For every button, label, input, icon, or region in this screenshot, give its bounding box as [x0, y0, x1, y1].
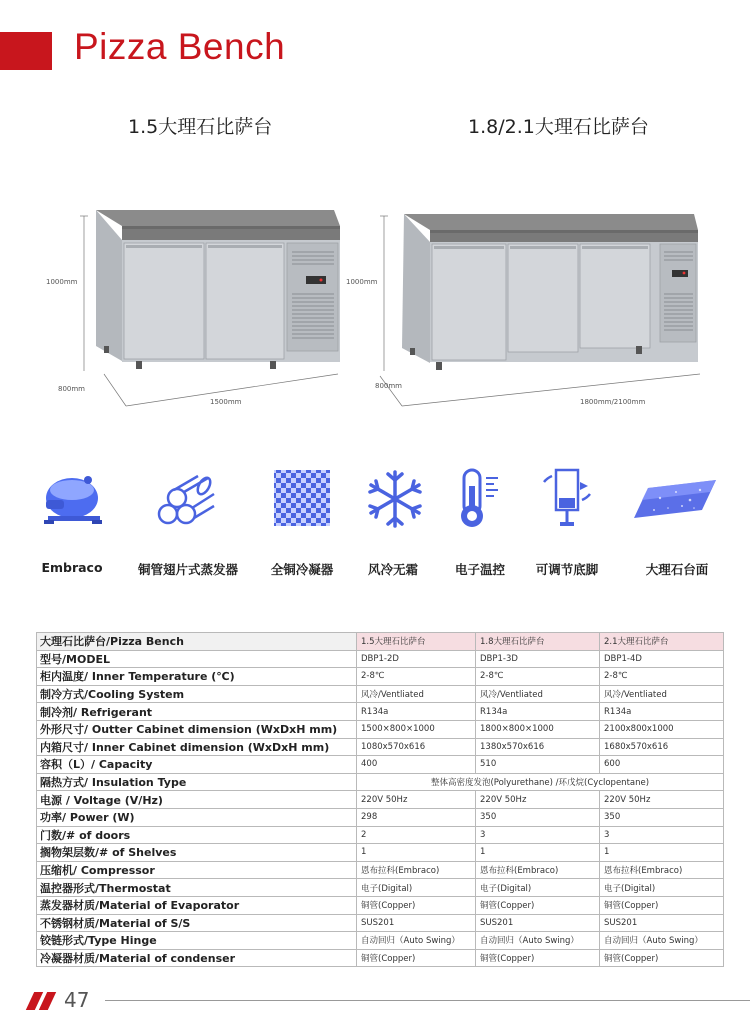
feature-label-adjustable-feet: 可调节底脚	[535, 562, 599, 577]
spec-cell: 2-8℃	[600, 668, 724, 686]
height-dimension-2: 1000mm	[346, 278, 378, 286]
spec-cell: 电子(Digital)	[357, 879, 476, 897]
spec-row-label: 内箱尺寸/ Inner Cabinet dimension (WxDxH mm)	[37, 738, 357, 756]
spec-row-label: 搁物架层数/# of Shelves	[37, 844, 357, 862]
pizza-bench-1-image	[44, 196, 344, 411]
spec-row	[37, 668, 724, 686]
spec-row-label: 冷凝器材质/Material of condenser	[37, 949, 357, 967]
spec-row-label: 电源 / Voltage (V/Hz)	[37, 791, 357, 809]
spec-cell: 自动回归（Auto Swing）	[600, 932, 724, 950]
spec-cell: 350	[476, 808, 600, 826]
spec-cell: 220V 50Hz	[600, 791, 724, 809]
spec-row	[37, 896, 724, 914]
spec-cell: 铜管(Copper)	[600, 896, 724, 914]
spec-cell: DBP1-3D	[476, 650, 600, 668]
spec-cell: 铜管(Copper)	[476, 949, 600, 967]
spec-row-label: 铰链形式/Type Hinge	[37, 932, 357, 950]
spec-row-label: 蒸发器材质/Material of Evaporator	[37, 896, 357, 914]
spec-cell: 1500×800×1000	[357, 720, 476, 738]
spec-row	[37, 808, 724, 826]
condenser-grid-icon	[266, 468, 336, 530]
spec-row	[37, 949, 724, 967]
spec-cell: 2-8℃	[357, 668, 476, 686]
spec-cell: 400	[357, 756, 476, 774]
spec-cell: 1380x570x616	[476, 738, 600, 756]
spec-cell: 铜管(Copper)	[357, 896, 476, 914]
spec-cell: 风冷/Ventliated	[600, 685, 724, 703]
footer-divider	[105, 1000, 750, 1001]
spec-cell: 铜管(Copper)	[476, 896, 600, 914]
spec-row-label: 柜内温度/ Inner Temperature (℃)	[37, 668, 357, 686]
spec-row	[37, 738, 724, 756]
spec-row	[37, 879, 724, 897]
spec-cell: 2100x800x1000	[600, 720, 724, 738]
spec-cell: 自动回归（Auto Swing）	[476, 932, 600, 950]
spec-cell: 风冷/Ventliated	[476, 685, 600, 703]
product-1-subtitle: 1.5大理石比萨台	[128, 116, 273, 138]
spec-row	[37, 861, 724, 879]
spec-cell: R134a	[476, 703, 600, 721]
title-accent-bar	[0, 32, 52, 70]
spec-cell: 电子(Digital)	[476, 879, 600, 897]
feature-label-marble-top: 大理石台面	[645, 562, 709, 577]
spec-row	[37, 932, 724, 950]
spec-row	[37, 844, 724, 862]
adjustable-foot-icon	[532, 468, 602, 530]
spec-table	[36, 632, 724, 967]
spec-row-label: 功率/ Power (W)	[37, 808, 357, 826]
spec-cell: DBP1-2D	[357, 650, 476, 668]
spec-cell: 1080x570x616	[357, 738, 476, 756]
spec-header-row	[37, 633, 724, 651]
spec-row-label: 制冷剂/ Refrigerant	[37, 703, 357, 721]
feature-label-condenser: 全铜冷凝器	[270, 562, 334, 577]
depth-dimension-1: 800mm	[58, 385, 85, 393]
spec-cell: 220V 50Hz	[357, 791, 476, 809]
spec-cell: 1680x570x616	[600, 738, 724, 756]
marble-top-icon	[630, 468, 720, 530]
product-2-subtitle: 1.8/2.1大理石比萨台	[468, 116, 649, 138]
spec-row	[37, 773, 724, 791]
spec-cell: 1	[476, 844, 600, 862]
compressor-icon	[38, 468, 108, 530]
copper-tube-icon	[152, 468, 222, 530]
spec-cell: 220V 50Hz	[476, 791, 600, 809]
spec-row-label: 型号/MODEL	[37, 650, 357, 668]
spec-cell: 1.5大理石比萨台	[357, 633, 476, 651]
thermometer-icon	[446, 468, 516, 530]
spec-cell: 350	[600, 808, 724, 826]
spec-cell: 1800×800×1000	[476, 720, 600, 738]
spec-row	[37, 914, 724, 932]
spec-cell: 恩布拉科(Embraco)	[357, 861, 476, 879]
spec-row	[37, 650, 724, 668]
spec-cell: 2.1大理石比萨台	[600, 633, 724, 651]
spec-cell: 1	[357, 844, 476, 862]
spec-row-label: 隔热方式/ Insulation Type	[37, 773, 357, 791]
spec-cell: R134a	[600, 703, 724, 721]
spec-row-label: 温控器形式/Thermostat	[37, 879, 357, 897]
spec-cell: 1	[600, 844, 724, 862]
feature-label-evaporator: 铜管翅片式蒸发器	[138, 562, 239, 577]
snowflake-icon	[360, 468, 430, 530]
spec-row-label: 外形尺寸/ Outter Cabinet dimension (WxDxH mm)	[37, 720, 357, 738]
spec-row	[37, 703, 724, 721]
spec-cell: 铜管(Copper)	[357, 949, 476, 967]
page-number: 47	[64, 988, 90, 1012]
spec-row-label: 压缩机/ Compressor	[37, 861, 357, 879]
height-dimension-1: 1000mm	[46, 278, 78, 286]
spec-row-label: 容积（L）/ Capacity	[37, 756, 357, 774]
spec-row	[37, 720, 724, 738]
page-title: Pizza Bench	[74, 26, 286, 67]
spec-cell: DBP1-4D	[600, 650, 724, 668]
spec-cell: 自动回归（Auto Swing）	[357, 932, 476, 950]
spec-cell: R134a	[357, 703, 476, 721]
spec-row-label: 制冷方式/Cooling System	[37, 685, 357, 703]
spec-row	[37, 756, 724, 774]
pizza-bench-2-image	[374, 196, 704, 411]
spec-row-label: 门数/# of doors	[37, 826, 357, 844]
spec-cell: 600	[600, 756, 724, 774]
spec-cell: 铜管(Copper)	[600, 949, 724, 967]
spec-cell: 电子(Digital)	[600, 879, 724, 897]
spec-cell: 298	[357, 808, 476, 826]
spec-cell: SUS201	[476, 914, 600, 932]
spec-row	[37, 685, 724, 703]
spec-cell: 3	[600, 826, 724, 844]
depth-dimension-2: 800mm	[375, 382, 402, 390]
spec-cell: 恩布拉科(Embraco)	[476, 861, 600, 879]
spec-cell: 2-8℃	[476, 668, 600, 686]
spec-cell: 3	[476, 826, 600, 844]
spec-cell: 风冷/Ventliated	[357, 685, 476, 703]
spec-cell: SUS201	[600, 914, 724, 932]
spec-row	[37, 791, 724, 809]
feature-label-compressor: Embraco	[41, 560, 103, 575]
spec-cell: 整体高密度发泡(Polyurethane) /环戊烷(Cyclopentane)	[357, 773, 724, 791]
spec-row-label: 大理石比萨台/Pizza Bench	[37, 633, 357, 651]
spec-cell: 510	[476, 756, 600, 774]
spec-cell: 恩布拉科(Embraco)	[600, 861, 724, 879]
spec-row-label: 不锈钢材质/Material of S/S	[37, 914, 357, 932]
spec-cell: 1.8大理石比萨台	[476, 633, 600, 651]
width-dimension-1: 1500mm	[210, 398, 242, 406]
spec-row	[37, 826, 724, 844]
spec-cell: 2	[357, 826, 476, 844]
width-dimension-2: 1800mm/2100mm	[580, 398, 646, 406]
feature-label-thermostat: 电子温控	[454, 562, 505, 577]
spec-cell: SUS201	[357, 914, 476, 932]
feature-label-no-frost: 风冷无霜	[367, 562, 418, 577]
